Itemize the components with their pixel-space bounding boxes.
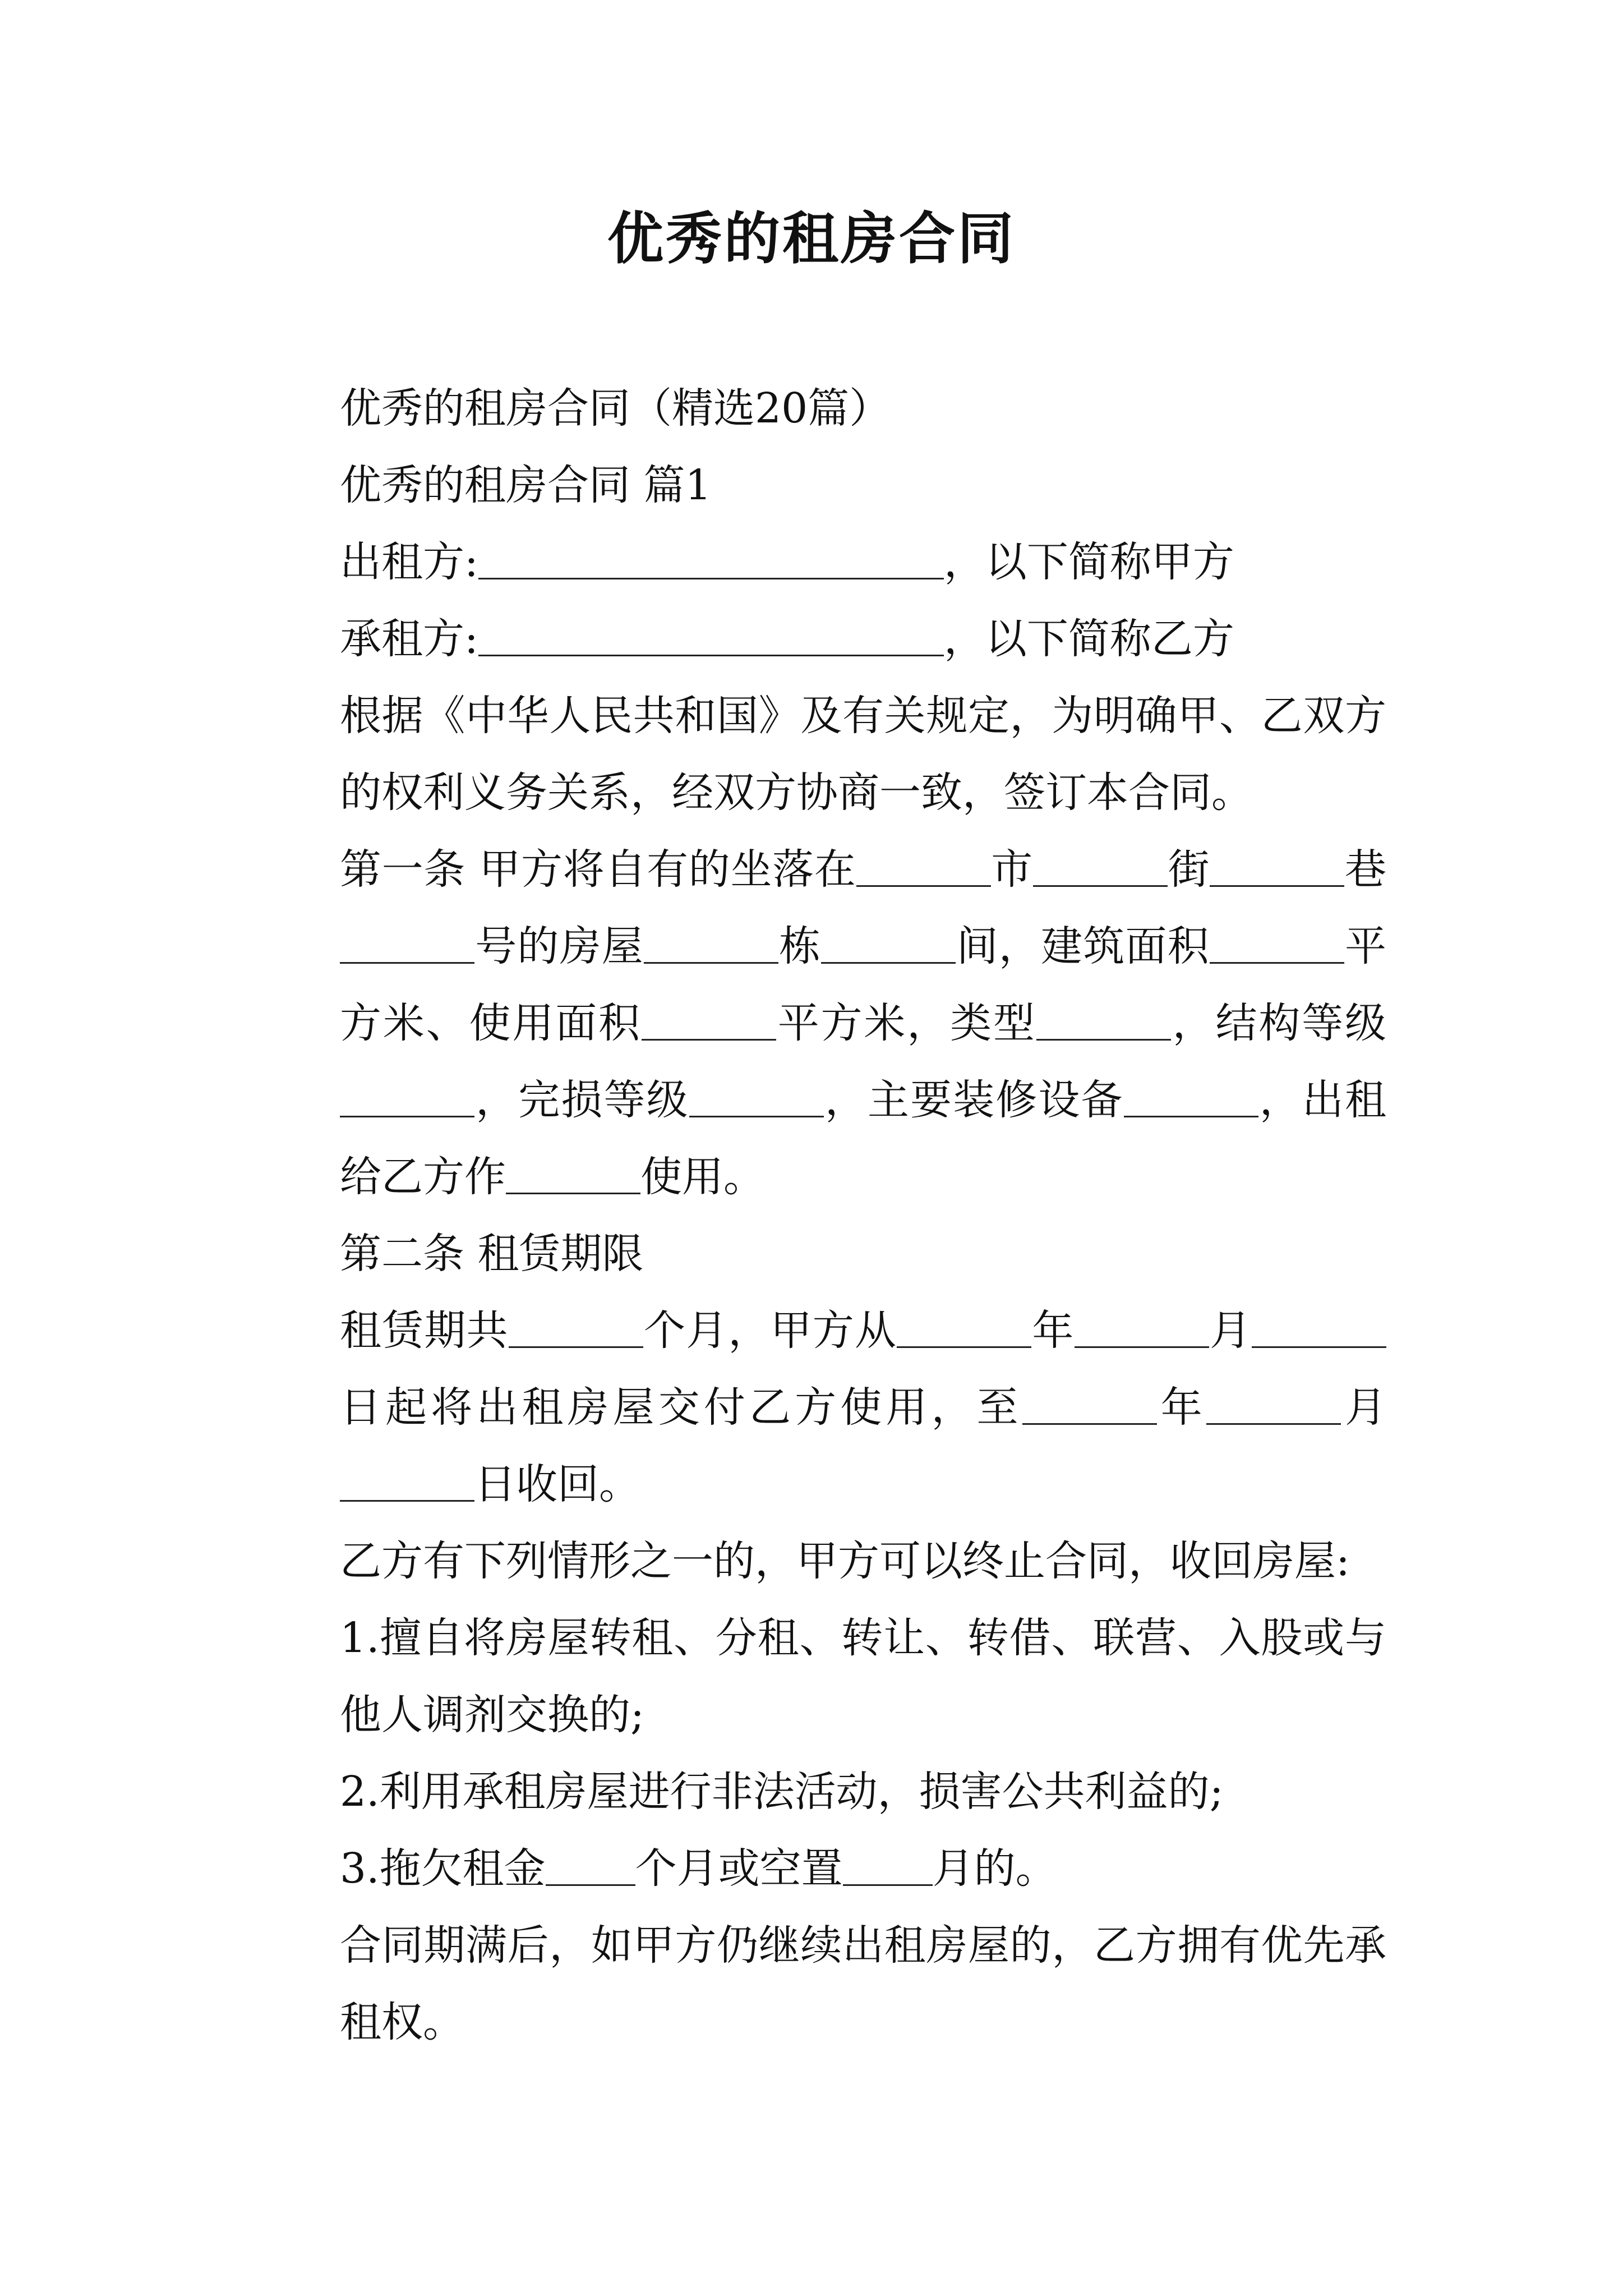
room-blank bbox=[821, 924, 956, 964]
lessee-suffix: ，以下简称乙方 bbox=[943, 615, 1234, 663]
section-heading: 优秀的租房合同 篇1 bbox=[340, 461, 712, 509]
term-text: 月 bbox=[1340, 1383, 1387, 1432]
termination-intro: 乙方有下列情形之一的，甲方可以终止合同，收回房屋: bbox=[340, 1537, 1350, 1585]
street-blank bbox=[1033, 847, 1168, 887]
term-text: 月 bbox=[1209, 1306, 1252, 1355]
end-month-blank bbox=[1206, 1385, 1341, 1425]
article1-text: 使用。 bbox=[640, 1153, 765, 1201]
city-blank bbox=[856, 847, 991, 887]
vacancy-months-blank bbox=[843, 1846, 933, 1886]
termination-item-3 bbox=[248, 1830, 1386, 1907]
end-day-blank bbox=[340, 1462, 474, 1502]
item3-text: 月的。 bbox=[932, 1844, 1057, 1893]
article1-text: 间，建筑面积 bbox=[956, 922, 1210, 970]
end-year-blank bbox=[1022, 1385, 1157, 1425]
termination-item-1: 1.擅自将房屋转租、分租、转让、转借、联营、入股或与他人调剂交换的; bbox=[340, 1614, 1386, 1739]
lessee-label: 承租方: bbox=[340, 615, 478, 663]
document-body bbox=[248, 370, 1386, 2061]
months-blank bbox=[509, 1308, 643, 1348]
document-title: 优秀的租房合同 bbox=[607, 205, 1016, 272]
start-year-blank bbox=[897, 1308, 1031, 1348]
item3-text: 个月或空置 bbox=[635, 1844, 843, 1893]
start-month-blank bbox=[1075, 1308, 1209, 1348]
arrears-months-blank bbox=[546, 1846, 635, 1886]
lessor-blank bbox=[478, 540, 944, 579]
term-text: 年 bbox=[1156, 1383, 1206, 1432]
lessor-label: 出租方: bbox=[340, 538, 478, 586]
structure-grade-blank bbox=[340, 1078, 474, 1117]
lane-blank bbox=[1210, 847, 1344, 887]
article1-text: ，完损等级 bbox=[474, 1076, 689, 1124]
term-text: 年 bbox=[1031, 1306, 1075, 1355]
term-paragraph bbox=[248, 1292, 1386, 1523]
term-text: 个月，甲方从 bbox=[643, 1306, 897, 1355]
article1-text: ，出租给乙方作 bbox=[340, 1076, 1387, 1201]
article1-text: 街 bbox=[1167, 845, 1210, 894]
item3-text: 3.拖欠租金 bbox=[340, 1844, 546, 1893]
lessor-suffix: ，以下简称甲方 bbox=[943, 538, 1234, 586]
number-blank bbox=[340, 924, 474, 964]
article2-heading: 第二条 租赁期限 bbox=[340, 1230, 644, 1278]
article1-text: 栋 bbox=[778, 922, 822, 970]
renewal-paragraph: 合同期满后，如甲方仍继续出租房屋的，乙方拥有优先承租权。 bbox=[340, 1921, 1386, 2046]
article1-text: 号的房屋 bbox=[474, 922, 644, 970]
subtitle: 优秀的租房合同（精选20篇） bbox=[340, 384, 891, 432]
building-blank bbox=[644, 924, 778, 964]
start-day-blank bbox=[1252, 1308, 1386, 1348]
term-text: 租赁期共 bbox=[340, 1306, 509, 1355]
term-text: 日收回。 bbox=[474, 1460, 640, 1508]
article1-text: 第一条 甲方将自有的坐落在 bbox=[340, 845, 856, 894]
termination-item-2: 2.利用承租房屋进行非法活动，损害公共利益的; bbox=[340, 1768, 1224, 1816]
equipment-blank bbox=[1124, 1078, 1258, 1117]
article1-text: 巷 bbox=[1344, 845, 1387, 894]
lessee-blank bbox=[478, 616, 944, 656]
purpose-blank bbox=[506, 1154, 640, 1194]
article1-text: ，结构等级 bbox=[1170, 999, 1387, 1047]
usable-area-blank bbox=[642, 1001, 776, 1041]
article1-text: 平方米，类型 bbox=[776, 999, 1036, 1047]
condition-grade-blank bbox=[689, 1078, 824, 1117]
type-blank bbox=[1036, 1001, 1171, 1041]
floor-area-blank bbox=[1210, 924, 1344, 964]
article1-text: ，主要装修设备 bbox=[823, 1076, 1124, 1124]
preamble-paragraph: 根据《中华人民共和国》及有关规定，为明确甲、乙双方的权利义务关系，经双方协商一致，签订本合同。 bbox=[340, 692, 1386, 817]
article1-paragraph bbox=[248, 831, 1386, 1216]
lessor-line bbox=[248, 524, 1386, 601]
article1-text: 平方米、使用面积 bbox=[340, 922, 1387, 1047]
article1-text: 市 bbox=[990, 845, 1033, 894]
term-text: 日起将出租房屋交付乙方使用，至 bbox=[340, 1383, 1022, 1432]
lessee-line bbox=[248, 601, 1386, 678]
